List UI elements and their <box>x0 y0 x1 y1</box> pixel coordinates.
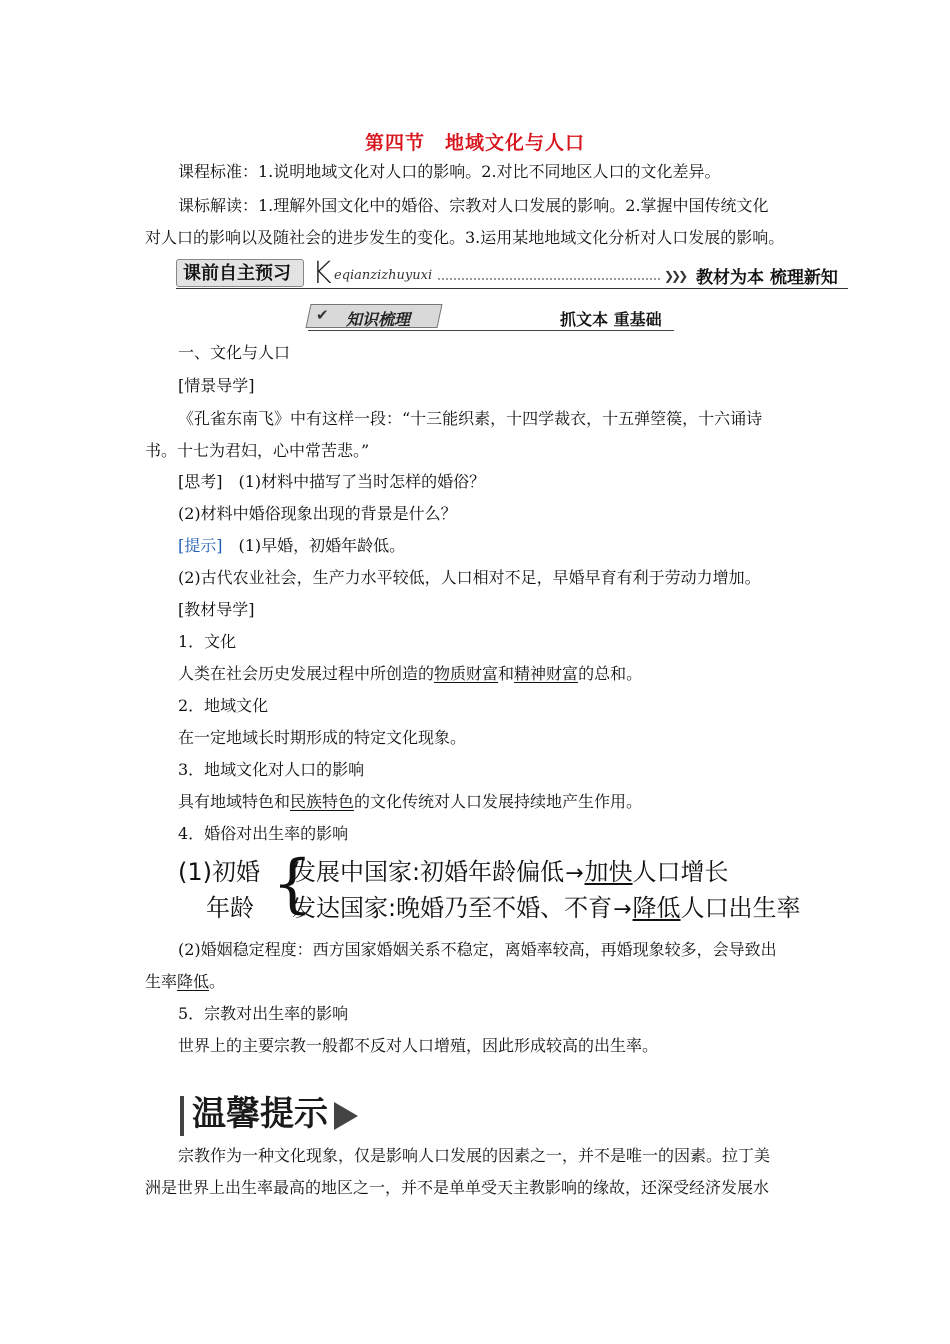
hint-line-2: (2)古代农业社会，生产力水平较低，人口相对不足，早婚早育有利于劳动力增加。 <box>178 568 761 587</box>
banner-pinyin: eqianzizhuyuxi <box>334 268 433 283</box>
figure-row-developing: 发展中国家:初婚年龄偏低→加快人口增长 <box>292 858 729 886</box>
right-arrow-icon: → <box>613 897 632 922</box>
tip-text-line-2: 洲是世界上出生率最高的地区之一，并不是单单受天主教影响的缘故，还深受经济发展水 <box>145 1178 770 1197</box>
play-triangle-icon <box>334 1102 358 1130</box>
course-standard: 课程标准：1.说明地域文化对人口的影响。2.对比不同地区人口的文化差异。 <box>178 162 721 181</box>
banner-dotted-line <box>438 278 660 280</box>
item-5-text: 世界上的主要宗教一般都不反对人口增殖，因此形成较高的出生率。 <box>178 1036 659 1055</box>
banner-arrows-icon: ❯❯❯ <box>664 269 686 283</box>
hint-answer-1: (1)早婚，初婚年龄低。 <box>222 536 406 555</box>
page-title: 第四节 地域文化与人口 <box>364 132 585 154</box>
banner-rule <box>176 288 848 289</box>
item-1-title: 1．文化 <box>178 632 237 651</box>
item-1-text: 人类在社会历史发展过程中所创造的物质财富和精神财富的总和。 <box>178 664 643 683</box>
item-2-title: 2．地域文化 <box>178 696 269 715</box>
tip-heading <box>180 1086 358 1134</box>
textbook-tag: [教材导学] <box>178 600 255 619</box>
double-check-icon: ✔ <box>316 306 329 324</box>
item-4-title: 4．婚俗对出生率的影响 <box>178 824 349 843</box>
banner-box-label: 课前自主预习 <box>176 259 304 287</box>
underlined-term: 民族特色 <box>290 792 355 811</box>
hint-line-1 <box>178 536 843 556</box>
banner-k-letter: K <box>312 256 332 291</box>
item-3-text: 具有地域特色和民族特色的文化传统对人口发展持续地产生作用。 <box>178 792 643 811</box>
section-banner <box>176 258 848 290</box>
section-heading-culture: 一、文化与人口 <box>178 343 291 362</box>
tip-heading-text: 温馨提示 <box>192 1094 328 1134</box>
scene-text-line-2: 书。十七为君妇，心中常苦悲。” <box>145 441 370 460</box>
figure-label-2: 年龄 <box>206 894 254 922</box>
item-3-title: 3．地域文化对人口的影响 <box>178 760 365 779</box>
think-question-2: (2)材料中婚俗现象出现的背景是什么？ <box>178 504 457 523</box>
sub-banner <box>308 304 674 331</box>
course-interpretation-line-2: 对人口的影响以及随社会的进步发生的变化。3.运用某地地域文化分析对人口发展的影响。 <box>145 228 785 247</box>
underlined-term: 精神财富 <box>514 664 579 683</box>
sub-banner-slogan: 抓文本 重基础 <box>560 310 662 329</box>
item-5-title: 5．宗教对出生率的影响 <box>178 1004 349 1023</box>
tip-text-line-1: 宗教作为一种文化现象，仅是影响人口发展的因素之一，并不是唯一的因素。拉丁美 <box>178 1146 771 1165</box>
underlined-term: 降低 <box>632 894 681 922</box>
tip-bar <box>180 1096 184 1136</box>
course-interpretation-line-1: 课标解读：1.理解外国文化中的婚俗、宗教对人口发展的影响。2.掌握中国传统文化 <box>178 196 769 215</box>
item-4-2-line-2: 生率降低。 <box>145 972 226 991</box>
underlined-term: 加快 <box>584 858 633 886</box>
think-question-1: [思考] (1)材料中描写了当时怎样的婚俗？ <box>178 472 486 491</box>
item-4-2-line-1: (2)婚姻稳定程度：西方国家婚姻关系不稳定，离婚率较高，再婚现象较多，会导致出 <box>178 940 777 959</box>
scene-tag: [情景导学] <box>178 376 255 395</box>
banner-slogan: 教材为本 梳理新知 <box>696 268 838 288</box>
figure-row-developed: 发达国家:晚婚乃至不婚、不育→降低人口出生率 <box>292 894 801 922</box>
figure-label-1: (1)初婚 <box>178 858 260 886</box>
scene-text-line-1: 《孔雀东南飞》中有这样一段：“十三能织素，十四学裁衣，十五弹箜篌，十六诵诗 <box>178 409 763 428</box>
right-arrow-icon: → <box>565 861 584 886</box>
hint-tag: [提示] <box>178 536 223 555</box>
item-2-text: 在一定地域长时期形成的特定文化现象。 <box>178 728 467 747</box>
marriage-age-figure <box>176 847 848 924</box>
sub-banner-label: 知识梳理 <box>346 310 411 329</box>
underlined-term: 物质财富 <box>434 664 499 683</box>
left-brace-icon: { <box>272 847 313 921</box>
underlined-term: 降低 <box>177 972 210 991</box>
